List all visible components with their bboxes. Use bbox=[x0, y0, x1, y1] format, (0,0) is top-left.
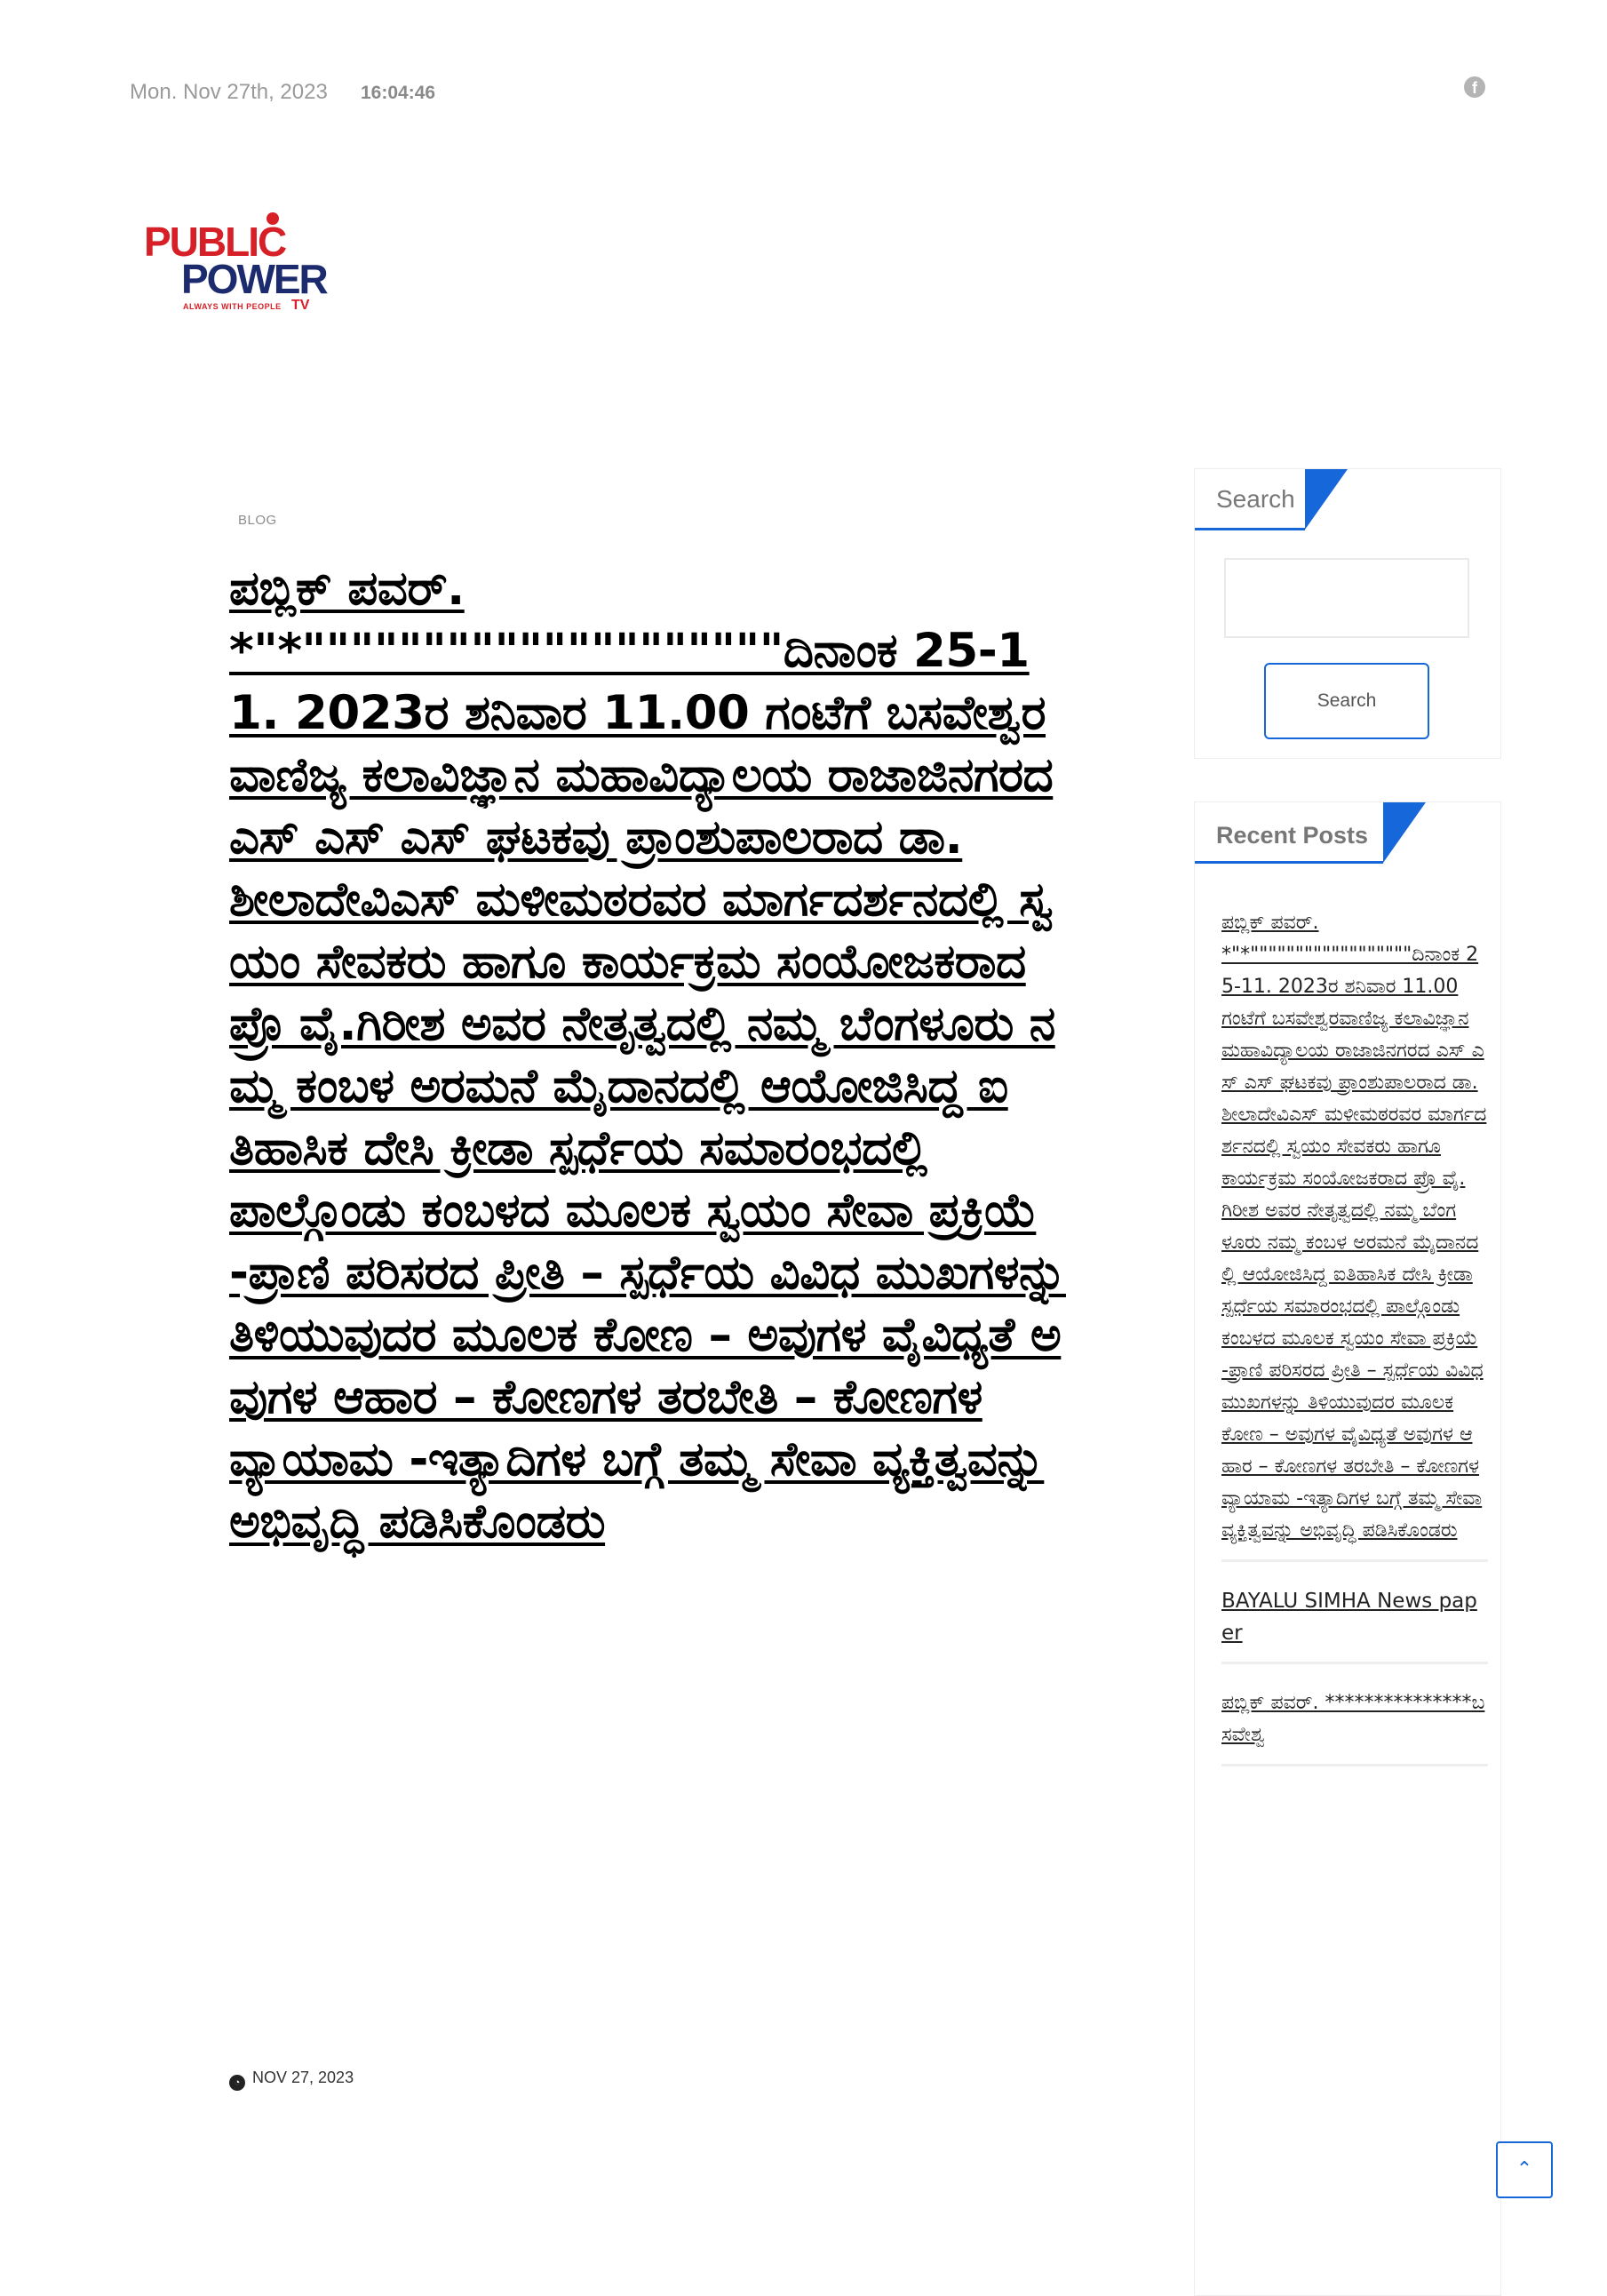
list-item bbox=[1221, 1585, 1488, 1664]
post-date bbox=[229, 2069, 354, 2091]
logo-line-1: PUBLIC bbox=[144, 219, 286, 265]
chevron-up-icon: ⌃ bbox=[1516, 2158, 1533, 2180]
search-widget bbox=[1194, 468, 1501, 759]
article-title[interactable]: ಪಬ್ಲಿಕ್ ಪವರ್. *"*""""""""""""""""""""ದಿನಾಂಕ 25-11. 2023ರ ಶನಿವಾರ 11.00 ಗಂಟೆಗೆ ಬಸವೇಶ್ವರವಾಣಿಜ್ಯ ಕಲಾವಿಜ್ಞಾನ ಮಹಾವಿದ್ಯಾಲಯ ರಾಜಾಜಿನಗರದ ಎಸ್ ಎಸ್ ಎಸ್ ಘಟಕವು ಪ್ರಾಂಶುಪಾಲರಾದ ಡಾ.ಶೀಲಾದೇವಿಎಸ್ ಮಳೀಮಠರವರ ಮಾರ್ಗದರ್ಶನದಲ್ಲಿ ಸ್ವಯಂ ಸೇವಕರು ಹಾಗೂ ಕಾರ್ಯಕ್ರಮ ಸಂಯೋಜಕರಾದ ಪ್ರೊ ವೈ.ಗಿರೀಶ ಅವರ ನೇತೃತ್ವದಲ್ಲಿ ನಮ್ಮ ಬೆಂಗಳೂರು ನಮ್ಮ ಕಂಬಳ ಅರಮನೆ ಮೈದಾನದಲ್ಲಿ ಆಯೋಜಿಸಿದ್ದ ಐತಿಹಾಸಿಕ ದೇಸಿ ಕ್ರೀಡಾ ಸ್ಪರ್ಧೆಯ ಸಮಾರಂಭದಲ್ಲಿ ಪಾಲ್ಗೊಂಡು ಕಂಬಳದ ಮೂಲಕ ಸ್ವಯಂ ಸೇವಾ ಪ್ರಕ್ರಿಯೆ -ಪ್ರಾಣಿ ಪರಿಸರದ ಪ್ರೀತಿ – ಸ್ಪರ್ಧೆಯ ವಿವಿಧ ಮುಖಗಳನ್ನು ತಿಳಿಯುವುದರ ಮೂಲಕ ಕೋಣ – ಅವುಗಳ ವೈವಿಧ್ಯತೆ ಅವುಗಳ ಆಹಾರ – ಕೋಣಗಳ ತರಬೇತಿ – ಕೋಣಗಳ ವ್ಯಾಯಾಮ -ಇತ್ಯಾದಿಗಳ ಬಗ್ಗೆ ತಮ್ಮ ಸೇವಾ ವ್ಯಕ್ತಿತ್ವವನ್ನು ಅಭಿವೃದ್ಧಿ ಪಡಿಸಿಕೊಂಡರು bbox=[229, 562, 1066, 1549]
recent-post-link[interactable]: ಪಬ್ಲಿಕ್ ಪವರ್. ***************ಬಸವೇಶ್ವ bbox=[1221, 1692, 1485, 1746]
search-button[interactable]: Search bbox=[1264, 663, 1429, 739]
article-category[interactable]: BLOG bbox=[238, 513, 277, 528]
current-date: Mon. Nov 27th, 2023 bbox=[130, 80, 328, 104]
top-bar bbox=[130, 80, 1489, 116]
recent-post-link[interactable]: ಪಬ್ಲಿಕ್ ಪವರ್. *"*""""""""""""""""""ದಿನಾಂಕ 25-11. 2023ರ ಶನಿವಾರ 11.00 ಗಂಟೆಗೆ ಬಸವೇಶ್ವರವಾಣಿಜ್ಯ ಕಲಾವಿಜ್ಞಾನ ಮಹಾವಿದ್ಯಾಲಯ ರಾಜಾಜಿನಗರದ ಎಸ್ ಎಸ್ ಎಸ್ ಘಟಕವು ಪ್ರಾಂಶುಪಾಲರಾದ ಡಾ.ಶೀಲಾದೇವಿಎಸ್ ಮಳೀಮಠರವರ ಮಾರ್ಗದರ್ಶನದಲ್ಲಿ ಸ್ವಯಂ ಸೇವಕರು ಹಾಗೂ ಕಾರ್ಯಕ್ರಮ ಸಂಯೋಜಕರಾದ ಪ್ರೊ ವೈ.ಗಿರೀಶ ಅವರ ನೇತೃತ್ವದಲ್ಲಿ ನಮ್ಮ ಬೆಂಗಳೂರು ನಮ್ಮ ಕಂಬಳ ಅರಮನೆ ಮೈದಾನದಲ್ಲಿ ಆಯೋಜಿಸಿದ್ದ ಐತಿಹಾಸಿಕ ದೇಸಿ ಕ್ರೀಡಾ ಸ್ಪರ್ಧೆಯ ಸಮಾರಂಭದಲ್ಲಿ ಪಾಲ್ಗೊಂಡು ಕಂಬಳದ ಮೂಲಕ ಸ್ವಯಂ ಸೇವಾ ಪ್ರಕ್ರಿಯೆ -ಪ್ರಾಣಿ ಪರಿಸರದ ಪ್ರೀತಿ – ಸ್ಪರ್ಧೆಯ ವಿವಿಧ ಮುಖಗಳನ್ನು ತಿಳಿಯುವುದರ ಮೂಲಕ ಕೋಣ – ಅವುಗಳ ವೈವಿಧ್ಯತೆ ಅವುಗಳ ಆಹಾರ – ಕೋಣಗಳ ತರಬೇತಿ – ಕೋಣಗಳ ವ್ಯಾಯಾಮ -ಇತ್ಯಾದಿಗಳ ಬಗ್ಗೆ ತಮ್ಮ ಸೇವಾ ವ್ಯಕ್ತಿತ್ವವನ್ನು ಅಭಿವೃದ್ಧಿ ಪಡಿಸಿಕೊಂಡರು bbox=[1221, 912, 1487, 1542]
list-item bbox=[1221, 907, 1488, 1562]
recent-posts-list bbox=[1221, 907, 1488, 1790]
scroll-to-top-button[interactable] bbox=[1496, 2141, 1553, 2198]
logo-suffix: TV bbox=[291, 298, 310, 313]
recent-posts-widget bbox=[1194, 801, 1501, 2296]
recent-posts-title: Recent Posts bbox=[1216, 822, 1369, 849]
post-date-text: NOV 27, 2023 bbox=[252, 2069, 354, 2086]
search-widget-title: Search bbox=[1216, 485, 1295, 513]
list-item bbox=[1221, 1687, 1488, 1766]
clock-icon: ◔ bbox=[229, 2075, 245, 2091]
facebook-icon[interactable]: f bbox=[1464, 76, 1485, 98]
header-triangle bbox=[1305, 469, 1348, 530]
header-triangle bbox=[1383, 802, 1426, 863]
logo-tagline: ALWAYS WITH PEOPLE bbox=[183, 302, 282, 311]
logo-line-2: POWER bbox=[181, 256, 327, 302]
search-input[interactable] bbox=[1224, 558, 1469, 638]
recent-post-link[interactable]: BAYALU SIMHA News paper bbox=[1221, 1590, 1477, 1645]
site-logo[interactable] bbox=[142, 218, 355, 320]
current-time: 16:04:46 bbox=[361, 83, 436, 103]
